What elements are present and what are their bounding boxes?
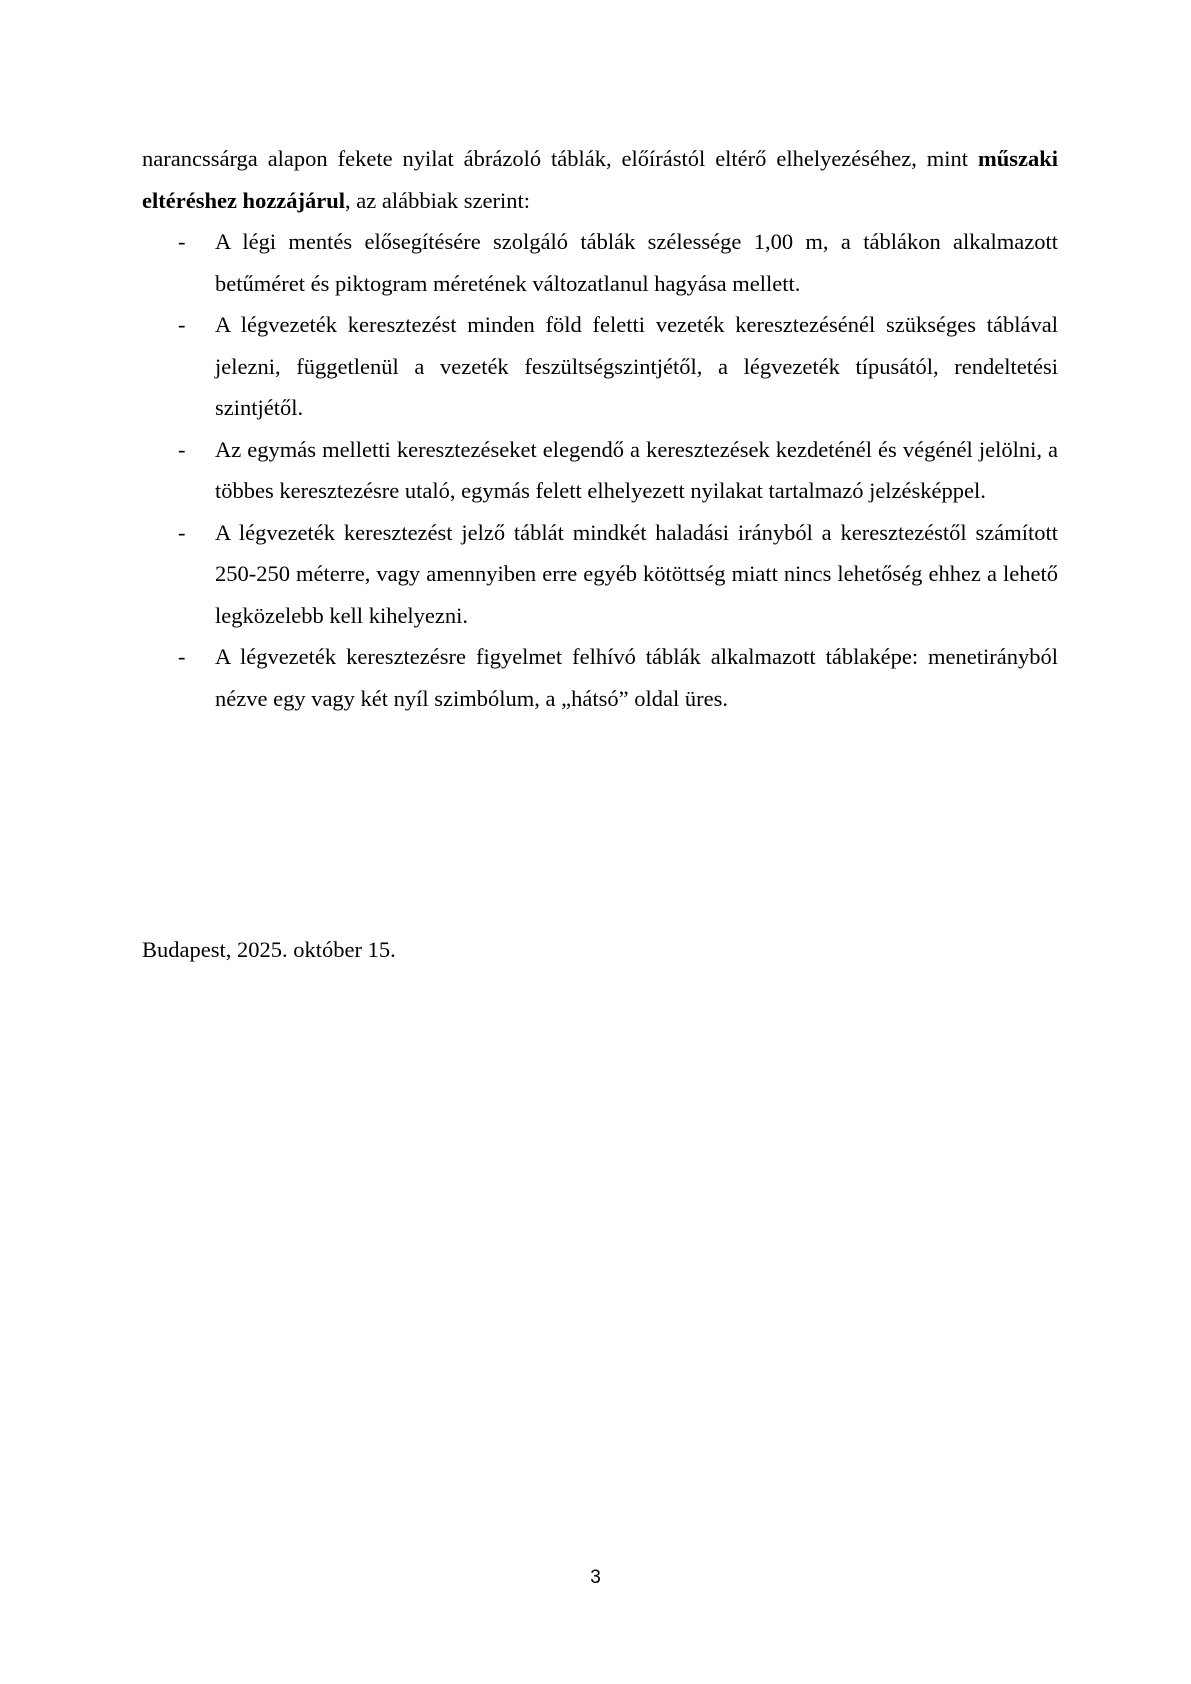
list-item (142, 429, 1058, 512)
list-item (142, 304, 1058, 429)
list-item-text: Az egymás melletti keresztezéseket elegendő a keresztezések kezdeténél és végénél jelölni, a többes keresztezésre utaló, egymás felett elhelyezett nyilakat tartalmazó jelzésképpel. (215, 436, 1058, 503)
list-item-text: A légvezeték keresztezést jelző táblát mindkét haladási irányból a keresztezéstől számított 250-250 méterre, vagy amennyiben erre egyéb kötöttség miatt nincs lehetőség ehhez a lehető legközelebb kell kihelyezni. (215, 519, 1058, 628)
list-dash: - (178, 519, 186, 545)
intro-text-before: narancssárga alapon fekete nyilat ábrázoló táblák, előírástól eltérő elhelyezéséhez, mint (142, 146, 978, 171)
intro-paragraph (142, 138, 1058, 221)
page-number: 3 (590, 1567, 601, 1588)
document-body (142, 138, 1058, 719)
list-item-text: A légvezeték keresztezésre figyelmet felhívó táblák alkalmazott táblaképe: menetirányból nézve egy vagy két nyíl szimbólum, a „hátsó” oldal üres. (215, 644, 1058, 711)
list-item (142, 512, 1058, 637)
list-item (142, 636, 1058, 719)
list-dash: - (178, 644, 186, 669)
intro-text-after: , az alábbiak szerint: (345, 187, 530, 213)
list-dash: - (178, 312, 186, 337)
conditions-list (142, 221, 1058, 719)
intro-bold-text: műszaki eltéréshez hozzájárul (142, 146, 1058, 213)
list-dash: - (178, 229, 186, 254)
list-dash: - (178, 436, 186, 462)
list-item-text: A légvezeték keresztezést minden föld feletti vezeték keresztezésénél szükséges táblával jelezni, függetlenül a vezeték feszültségszintjétől, a légvezeték típusától, rendeltetési szintjétől. (215, 312, 1058, 420)
place-date: Budapest, 2025. október 15. (142, 937, 396, 962)
list-item (142, 221, 1058, 304)
list-item-text: A légi mentés elősegítésére szolgáló táblák szélessége 1,00 m, a táblákon alkalmazott betűméret és piktogram méretének változatlanul hagyása mellett. (215, 229, 1058, 296)
